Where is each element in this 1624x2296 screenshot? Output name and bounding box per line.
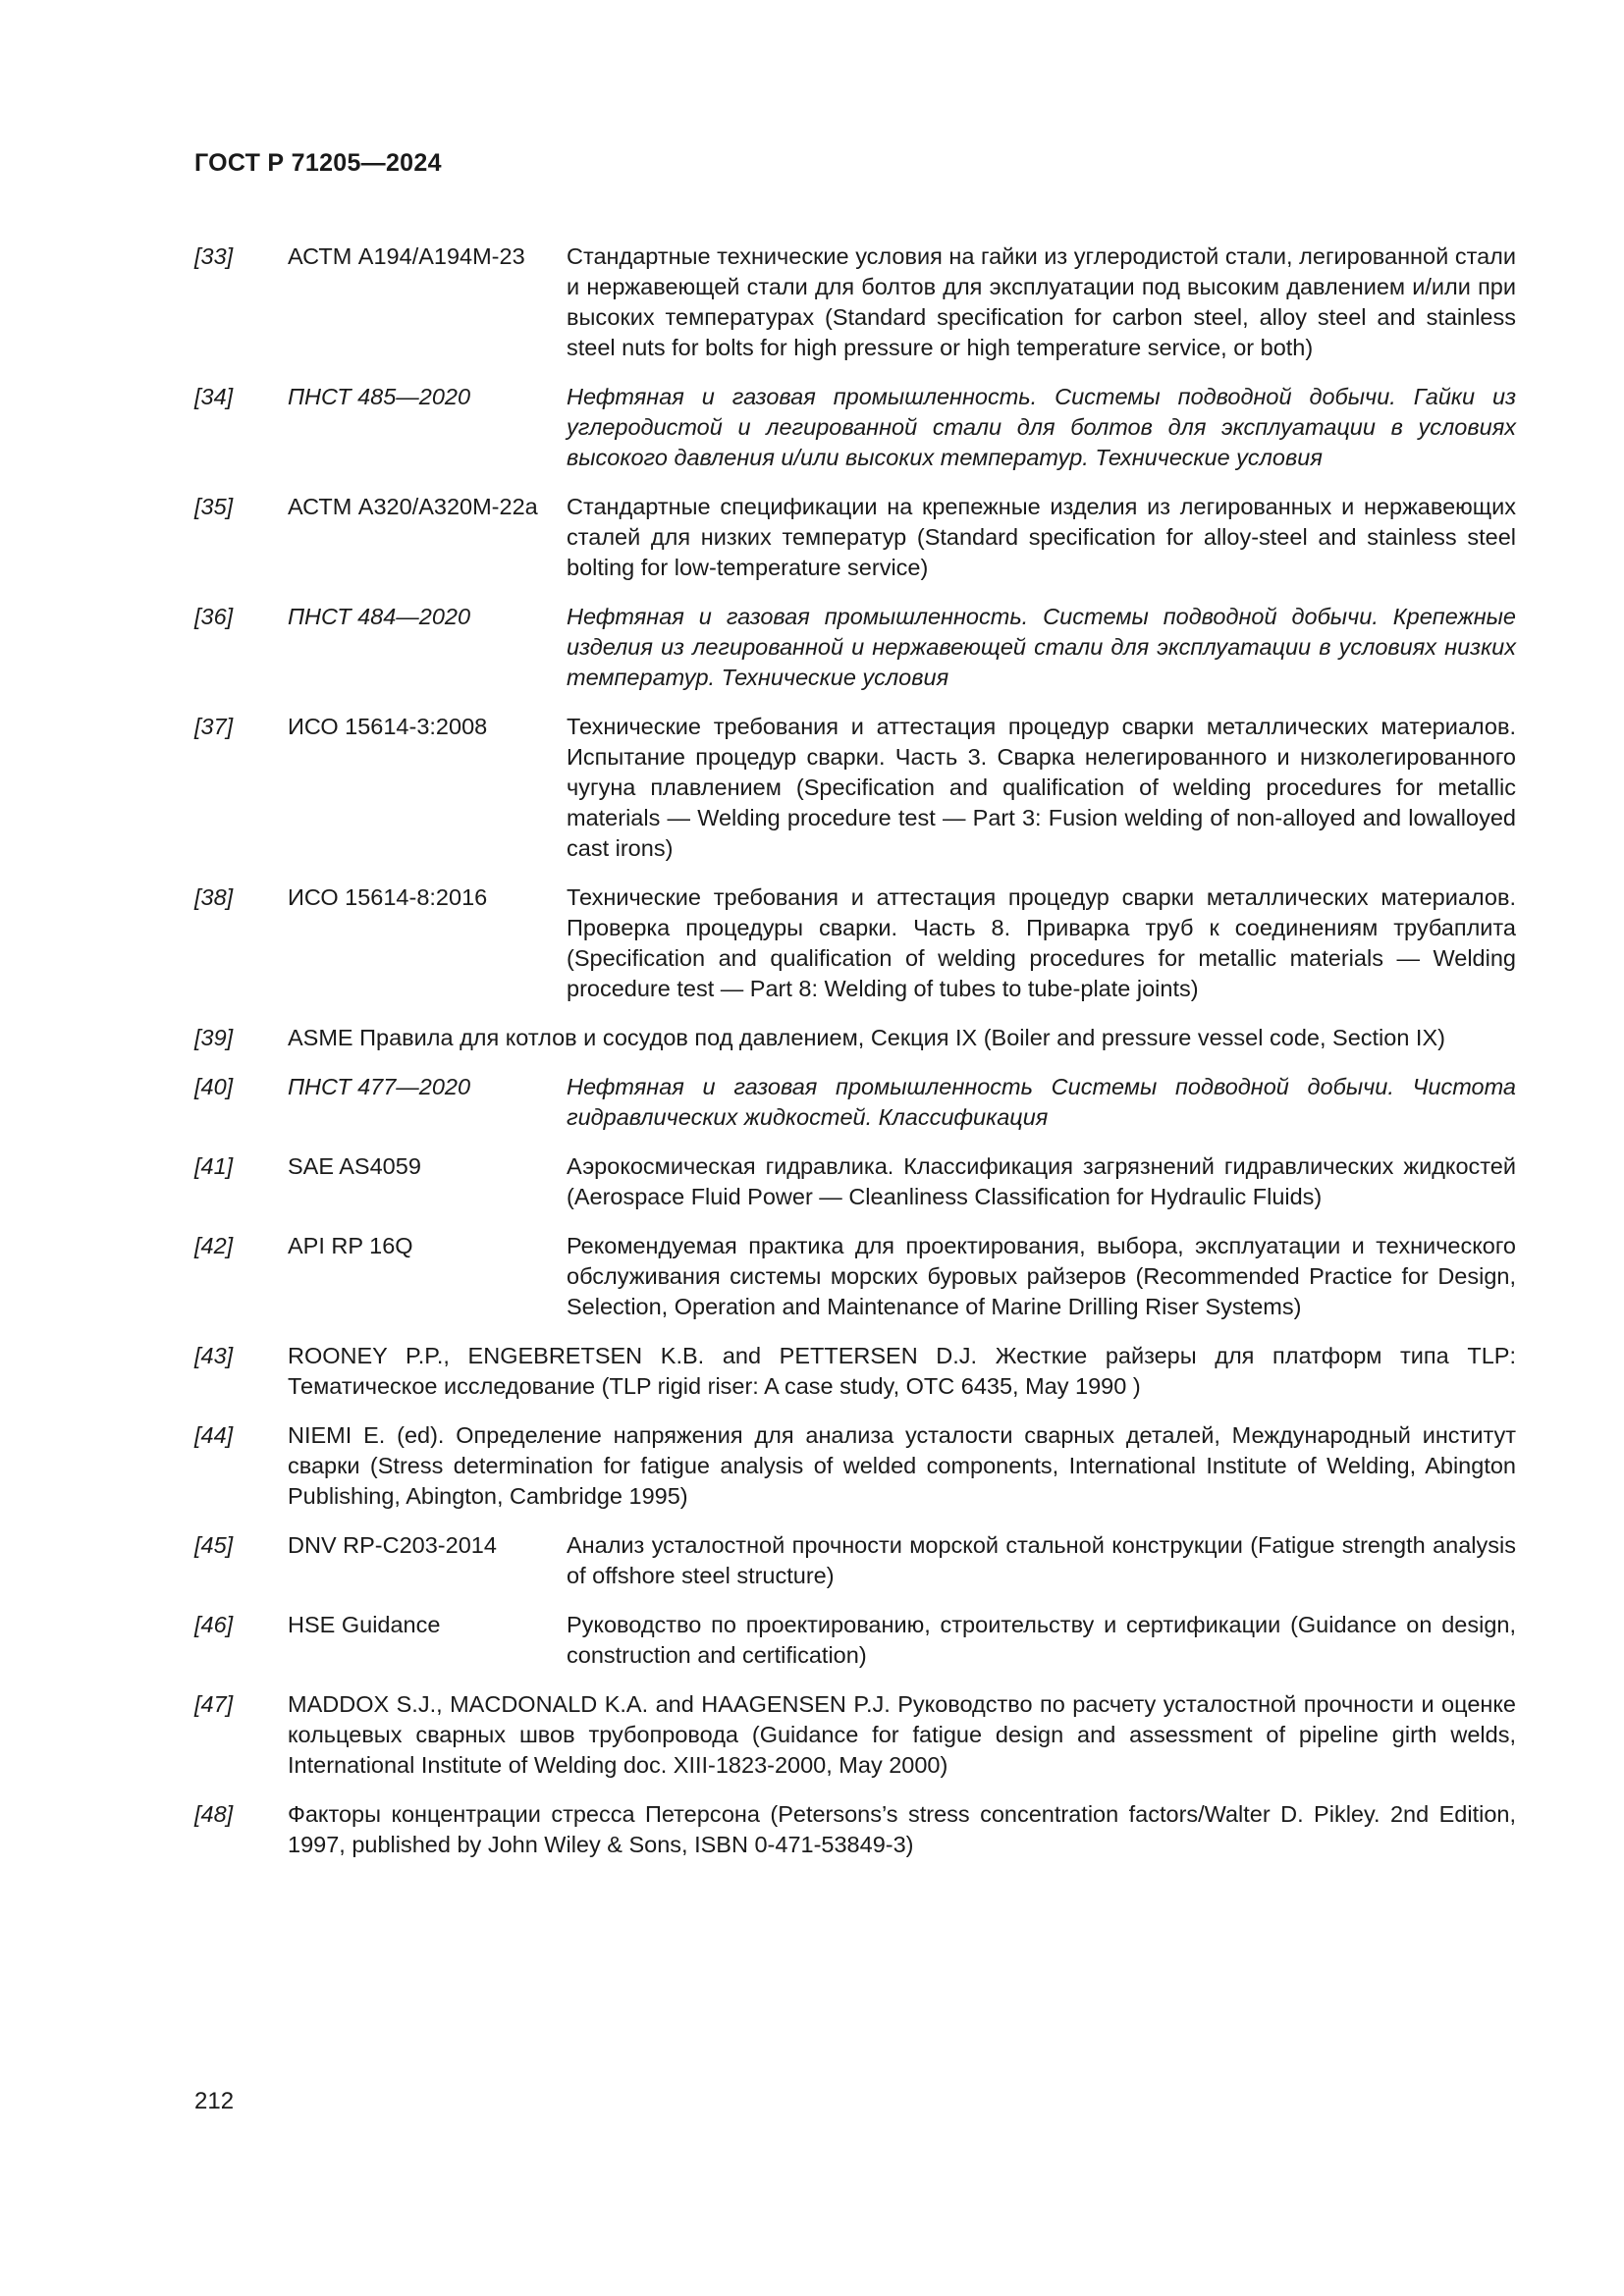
reference-44 (194, 1420, 1516, 1512)
reference-description: Аэрокосмическая гидравлика. Классификация загрязнений гидравлических жидкостей (Aerospace Fluid Power — Cleanliness Classification for Hydraulic Fluids) (567, 1153, 1516, 1209)
reference-description: Стандартные спецификации на крепежные изделия из легированных и нержавеющих сталей для низких температур (Standard specification for alloy-steel and stainless steel bolting for low-temperature service) (567, 494, 1516, 580)
reference-description: Анализ усталостной прочности морской стальной конструкции (Fatigue strength analysis of offshore steel structure) (567, 1532, 1516, 1588)
page-number: 212 (194, 2088, 235, 2114)
reference-code: SAE AS4059 (288, 1153, 421, 1179)
reference-36 (194, 602, 1516, 693)
reference-text: MADDOX S.J., MACDONALD K.A. and HAAGENSEN P.J. Руководство по расчету усталостной прочности и оценке кольцевых сварных швов трубопровода (Guidance for fatigue design and assessment of pipeline girth welds, International Institute of Welding doc. XIII-1823-2000, May 2000) (288, 1691, 1516, 1778)
reference-34 (194, 382, 1516, 473)
reference-37 (194, 712, 1516, 864)
reference-number: [40] (194, 1074, 234, 1099)
reference-33 (194, 241, 1516, 363)
reference-number: [39] (194, 1025, 234, 1050)
reference-38 (194, 882, 1516, 1004)
reference-code: DNV RP-C203-2014 (288, 1532, 497, 1558)
reference-text: ROONEY P.P., ENGEBRETSEN K.B. and PETTERSEN D.J. Жесткие райзеры для платформ типа TLP: Тематическое исследование (TLP rigid riser: A case study, OTC 6435, May 1990 ) (288, 1343, 1516, 1399)
reference-35 (194, 492, 1516, 583)
reference-number: [41] (194, 1153, 234, 1179)
reference-description: Технические требования и аттестация процедур сварки металлических материалов. Проверка процедуры сварки. Часть 8. Приварка труб к соединениям трубаплита (Specification and qualification of welding procedures for metallic materials — Welding procedure test — Part 8: Welding of tubes to tube-plate joints) (567, 884, 1516, 1001)
reference-code: АСТМ A194/A194M-23 (288, 243, 525, 269)
reference-number: [47] (194, 1691, 234, 1717)
reference-description: Рекомендуемая практика для проектирования, выбора, эксплуатации и технического обслуживания системы морских буровых райзеров (Recommended Practice for Design, Selection, Operation and Maintenance of Marine Drilling Riser Systems) (567, 1233, 1516, 1319)
reference-39 (194, 1023, 1516, 1053)
reference-code: ПНСТ 485—2020 (288, 384, 471, 409)
reference-number: [48] (194, 1801, 234, 1827)
reference-43 (194, 1341, 1516, 1402)
reference-number: [36] (194, 604, 234, 629)
reference-number: [42] (194, 1233, 234, 1258)
reference-number: [45] (194, 1532, 234, 1558)
reference-number: [43] (194, 1343, 234, 1368)
reference-number: [33] (194, 243, 234, 269)
reference-number: [38] (194, 884, 234, 910)
reference-41 (194, 1151, 1516, 1212)
reference-code: ИСО 15614-3:2008 (288, 714, 488, 739)
reference-text: Факторы концентрации стресса Петерсона (Petersons’s stress concentration factors/Walter D. Pikley. 2nd Edition, 1997, published by John Wiley & Sons, ISBN 0-471-53849-3) (288, 1801, 1516, 1857)
reference-code: ПНСТ 477—2020 (288, 1074, 471, 1099)
reference-42 (194, 1231, 1516, 1322)
reference-code: HSE Guidance (288, 1612, 441, 1637)
reference-code: ИСО 15614-8:2016 (288, 884, 488, 910)
reference-text: NIEMI E. (ed). Определение напряжения для анализа усталости сварных деталей, Международный институт сварки (Stress determination for fatigue analysis of welded components, International Institute of Welding, Abington Publishing, Abington, Cambridge 1995) (288, 1422, 1516, 1509)
reference-code: АСТМ A320/A320M-22a (288, 494, 538, 519)
document-header: ГОСТ Р 71205—2024 (194, 149, 442, 177)
reference-code: API RP 16Q (288, 1233, 413, 1258)
reference-description: Технические требования и аттестация процедур сварки металлических материалов. Испытание процедур сварки. Часть 3. Сварка нелегированного и низколегированного чугуна плавлением (Specification and qualification of welding procedures for metallic materials — Welding procedure test — Part 3: Fusion welding of non-alloyed and lowalloyed cast irons) (567, 714, 1516, 861)
reference-text: ASME Правила для котлов и сосудов под давлением, Секция IX (Boiler and pressure vessel code, Section IX) (288, 1025, 1445, 1050)
reference-number: [37] (194, 714, 234, 739)
reference-number: [44] (194, 1422, 234, 1448)
reference-description: Нефтяная и газовая промышленность. Системы подводной добычи. Гайки из углеродистой и легированной стали для болтов для эксплуатации в условиях высокого давления и/или высоких температур. Технические условия (567, 384, 1516, 470)
bibliography-list (194, 241, 1516, 1879)
reference-47 (194, 1689, 1516, 1781)
reference-40 (194, 1072, 1516, 1133)
reference-46 (194, 1610, 1516, 1671)
reference-description: Руководство по проектированию, строительству и сертификации (Guidance on design, construction and certification) (567, 1612, 1516, 1668)
reference-description: Стандартные технические условия на гайки из углеродистой стали, легированной стали и нержавеющей стали для болтов для эксплуатации под высоким давлением и/или при высоких температурах (Standard specification for carbon steel, alloy steel and stainless steel nuts for bolts for high pressure or high temperature service, or both) (567, 243, 1516, 360)
reference-code: ПНСТ 484—2020 (288, 604, 471, 629)
reference-48 (194, 1799, 1516, 1860)
reference-description: Нефтяная и газовая промышленность. Системы подводной добычи. Крепежные изделия из легированной и нержавеющей стали для эксплуатации в условиях низких температур. Технические условия (567, 604, 1516, 690)
reference-number: [35] (194, 494, 234, 519)
reference-number: [34] (194, 384, 234, 409)
reference-number: [46] (194, 1612, 234, 1637)
reference-45 (194, 1530, 1516, 1591)
reference-description: Нефтяная и газовая промышленность Системы подводной добычи. Чистота гидравлических жидкостей. Классификация (567, 1074, 1516, 1130)
